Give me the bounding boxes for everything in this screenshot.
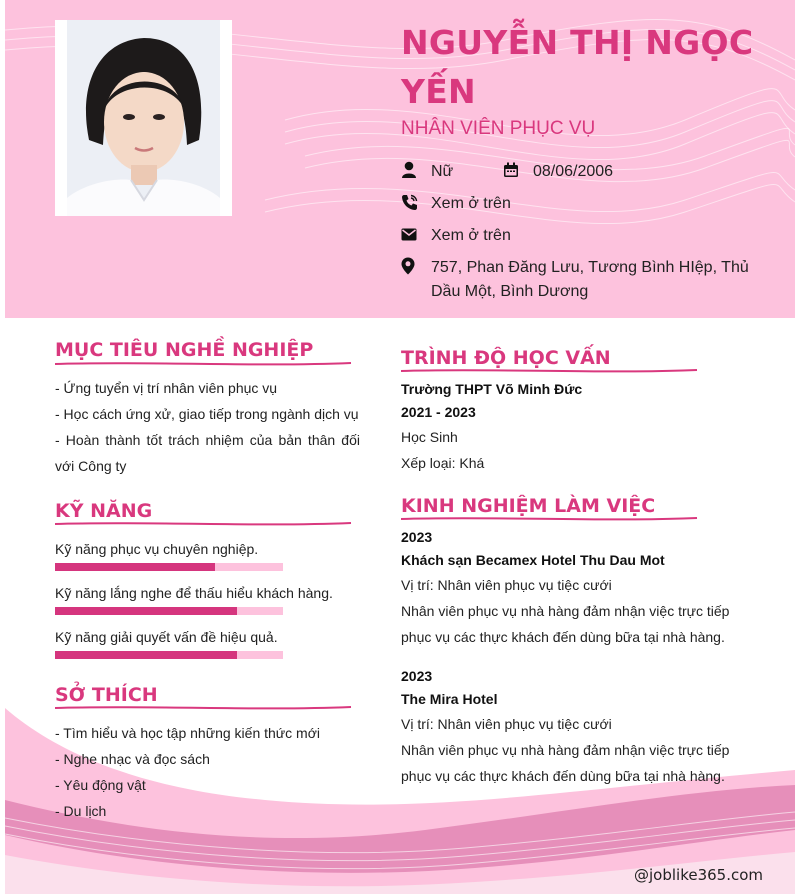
education-heading: TRÌNH ĐỘ HỌC VẤN bbox=[401, 347, 611, 369]
birthdate-value: 08/06/2006 bbox=[533, 163, 614, 180]
objective-line: - Ứng tuyển vị trí nhân viên phục vụ bbox=[55, 380, 278, 396]
address-value: 757, Phan Đăng Lưu, Tương Bình HIệp, Thủ Dầu Một, Bình Dương bbox=[431, 259, 749, 300]
education-major: Học Sinh bbox=[401, 429, 458, 445]
skill-bar-fill bbox=[55, 651, 237, 659]
job-company: Khách sạn Becamex Hotel Thu Dau Mot bbox=[401, 552, 665, 568]
resume-page bbox=[5, 0, 795, 894]
phone-value: Xem ở trên bbox=[431, 195, 511, 212]
job-role: Vị trí: Nhân viên phục vụ tiệc cưới bbox=[401, 577, 612, 593]
objective-line: - Hoàn thành tốt trách nhiệm của bản thân đối với Công ty bbox=[55, 432, 360, 474]
skills-heading: KỸ NĂNG bbox=[55, 500, 153, 522]
candidate-job-title: NHÂN VIÊN PHỤC VỤ bbox=[401, 118, 596, 139]
school-name: Trường THPT Võ Minh Đức bbox=[401, 381, 583, 397]
objective-heading: MỤC TIÊU NGHỀ NGHIỆP bbox=[55, 339, 314, 361]
skill-bar-fill bbox=[55, 607, 237, 615]
hobby-item: - Nghe nhạc và đọc sách bbox=[55, 751, 210, 767]
watermark: @joblike365.com bbox=[634, 866, 764, 884]
skill-bar-fill bbox=[55, 563, 215, 571]
education-underline bbox=[401, 367, 701, 375]
hobbies-heading: SỞ THÍCH bbox=[55, 684, 158, 706]
job-description: Nhân viên phục vụ nhà hàng đảm nhận việc trực tiếp phục vụ các thực khách đến dùng bữa tại nhà hàng. bbox=[401, 603, 730, 645]
gender-value: Nữ bbox=[431, 163, 454, 180]
skill-bar bbox=[55, 563, 283, 571]
objective-underline bbox=[55, 360, 355, 368]
job-description: Nhân viên phục vụ nhà hàng đảm nhận việc trực tiếp phục vụ các thực khách đến dùng bữa tại nhà hàng. bbox=[401, 742, 730, 784]
objective-line: - Học cách ứng xử, giao tiếp trong ngành dịch vụ bbox=[55, 406, 359, 422]
education-grade: Xếp loại: Khá bbox=[401, 455, 485, 471]
experience-underline bbox=[401, 515, 701, 523]
education-period: 2021 - 2023 bbox=[401, 404, 476, 420]
objective-text bbox=[55, 375, 360, 479]
job-year: 2023 bbox=[401, 529, 433, 545]
job-company: The Mira Hotel bbox=[401, 691, 498, 707]
skill-label: Kỹ năng giải quyết vấn đề hiệu quả. bbox=[55, 629, 278, 645]
skills-underline bbox=[55, 520, 355, 528]
skill-bar bbox=[55, 607, 283, 615]
hobbies-list bbox=[55, 720, 320, 824]
skill-label: Kỹ năng phục vụ chuyên nghiệp. bbox=[55, 541, 259, 557]
hobby-item: - Yêu động vật bbox=[55, 777, 146, 793]
email-value: Xem ở trên bbox=[431, 227, 511, 244]
skill-bar bbox=[55, 651, 283, 659]
experience-heading: KINH NGHIỆM LÀM VIỆC bbox=[401, 495, 656, 517]
hobbies-underline bbox=[55, 704, 355, 712]
job-role: Vị trí: Nhân viên phục vụ tiệc cưới bbox=[401, 716, 612, 732]
hobby-item: - Du lịch bbox=[55, 803, 107, 819]
hobby-item: - Tìm hiểu và học tập những kiến thức mới bbox=[55, 725, 321, 741]
job-year: 2023 bbox=[401, 668, 433, 684]
candidate-name: NGUYỄN THỊ NGỌC YẾN bbox=[401, 23, 754, 111]
skill-label: Kỹ năng lắng nghe để thấu hiểu khách hàng. bbox=[55, 585, 333, 601]
